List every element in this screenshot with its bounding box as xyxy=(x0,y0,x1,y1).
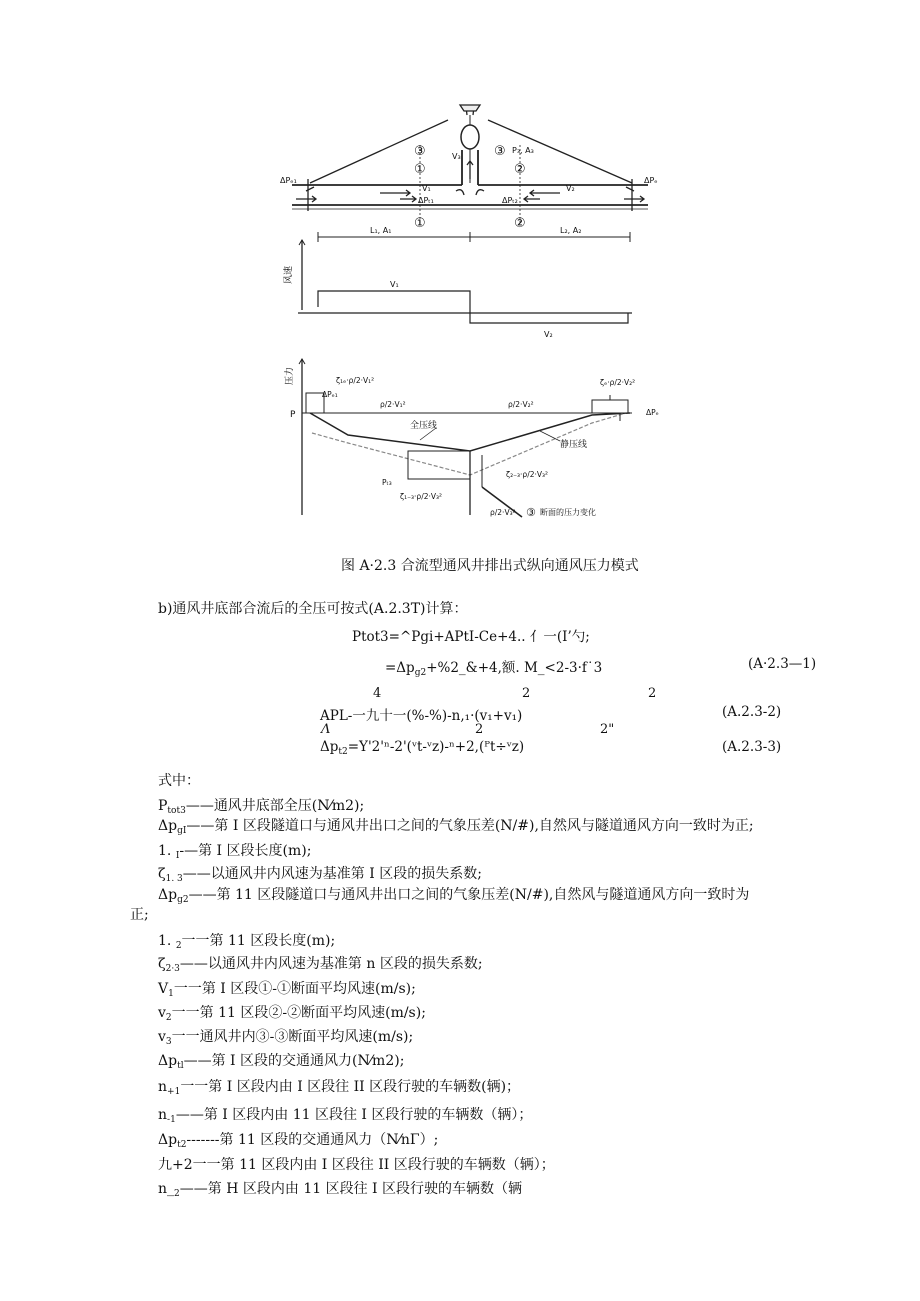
label-p-t3: Pₜ₃ xyxy=(382,478,392,487)
equation-2-number: (A.2.3-2) xyxy=(722,704,782,720)
label-l1a1: L₁, A₁ xyxy=(370,226,392,235)
equation-1-line-2 xyxy=(385,656,602,678)
def-row xyxy=(158,1154,555,1175)
def-symbol: 1. xyxy=(158,843,176,859)
label-p: P xyxy=(290,410,296,420)
def-text: ——第 I 区段隧道口与通风井出口之间的气象压差(N/#),自然风与隧道通风方向一致时为正; xyxy=(186,818,754,834)
velocity-v1: V₁ xyxy=(390,280,399,289)
ventilation-pressure-figure xyxy=(270,95,670,535)
speed-axis-label: 风速 xyxy=(284,265,294,284)
def-symbol: n_ xyxy=(158,1181,175,1197)
def-row xyxy=(158,1002,426,1023)
section-3: ③ xyxy=(494,144,506,159)
def-row xyxy=(158,815,754,836)
def-row xyxy=(158,1178,522,1199)
def-row xyxy=(158,795,364,816)
def-subscript: g2 xyxy=(177,895,189,905)
def-symbol: 1. xyxy=(158,933,176,949)
equation-1-number: (A·2.3—1) xyxy=(748,656,817,672)
label-dpt2: ΔPₜ₂ xyxy=(502,196,518,205)
eq2-top-1: 4 xyxy=(373,686,382,701)
label-dp-d1-pressure: ΔPₑ₁ xyxy=(322,390,338,399)
label-zeta-left: ζ₁ₑ·ρ/2·V₁² xyxy=(336,376,375,385)
eq3-top-2: 2 xyxy=(475,722,484,737)
def-text: 一一第 11 区段②-②断面平均风速(m/s); xyxy=(171,1005,426,1021)
equation-3 xyxy=(320,739,524,757)
def-text: ——以通风井内风速为基准第 n 区段的损失系数; xyxy=(179,956,483,972)
def-row xyxy=(158,884,749,905)
length-dimension xyxy=(318,232,630,242)
def-row xyxy=(158,1050,404,1071)
def-text: -------第 11 区段的交通通风力（N⁄nΓ）; xyxy=(186,1132,439,1148)
label-section-change: 断面的压力变化 xyxy=(540,508,596,517)
def-subscript: 1 xyxy=(168,989,174,999)
def-text: ——第 H 区段内由 11 区段往 I 区段行驶的车辆数（辆 xyxy=(179,1181,523,1197)
label-zeta-23: ζ₂₋₃·ρ/2·V₃² xyxy=(506,470,549,479)
def-subscript: -1 xyxy=(167,1115,176,1125)
eq1-l2-sub: g2 xyxy=(414,668,427,678)
eq3-top-3: 2" xyxy=(600,722,615,737)
def-text: ——第 I 区段的交通通风力(N⁄m2); xyxy=(183,1053,405,1069)
def-symbol: n xyxy=(158,1079,168,1095)
section-2-top: ② xyxy=(514,162,526,177)
eq3-pre: Δp xyxy=(320,739,339,755)
def-row xyxy=(158,840,311,861)
def-row-continued xyxy=(130,904,149,924)
eq3-sub: t2 xyxy=(338,747,348,757)
def-symbol: V xyxy=(158,981,169,997)
label-zeta-13: ζ₁₋₃·ρ/2·V₃² xyxy=(400,492,443,501)
eq2-top-2: 2 xyxy=(522,686,531,701)
eq2-top-3: 2 xyxy=(648,686,657,701)
pressure-labels xyxy=(283,367,659,519)
label-static-pressure: 静压线 xyxy=(560,440,588,450)
label-full-pressure: 全压线 xyxy=(410,421,438,431)
def-subscript: 2 xyxy=(175,941,182,951)
label-dpt1: ΔPₜ₁ xyxy=(418,196,434,205)
def-subscript: gI xyxy=(177,826,187,836)
def-symbol: v xyxy=(158,1005,166,1021)
def-subscript: 2·3 xyxy=(165,964,180,974)
label-l2a2: L₂, A₂ xyxy=(560,226,582,235)
velocity-diagram xyxy=(298,240,632,323)
def-subscript: t2 xyxy=(177,1140,187,1150)
label-rho-v3: ρ/2·V₃² xyxy=(490,508,516,517)
def-text: -—第 I 区段长度(m); xyxy=(179,843,312,859)
section-2-bottom: ② xyxy=(514,216,526,231)
pressure-axis-label: 压力 xyxy=(285,366,295,385)
velocity-v2: V₂ xyxy=(544,330,553,339)
eq3-body: =Y'2'ⁿ-2'(ᵛt-ᵛz)-ⁿ+2,(ᴾt÷ᵛz) xyxy=(347,739,525,755)
section-1-bottom: ① xyxy=(414,216,426,231)
def-symbol: ζ xyxy=(158,956,166,972)
def-subscript: +1 xyxy=(167,1087,181,1097)
def-symbol: Δp xyxy=(158,1053,178,1069)
def-text: ——通风井底部全压(N⁄m2); xyxy=(185,798,365,814)
label-rho-v1: ρ/2·V₁² xyxy=(380,400,406,409)
def-row xyxy=(158,863,482,884)
figure-caption: 图 A·2.3 合流型通风井排出式纵向通风压力模式 xyxy=(341,558,639,574)
def-symbol: 九+2 xyxy=(158,1157,193,1173)
def-text: ——第 I 区段内由 11 区段往 I 区段行驶的车辆数（辆）； xyxy=(175,1107,533,1123)
schematic-labels xyxy=(280,144,658,235)
def-row xyxy=(158,1076,520,1097)
label-v1: V₁ xyxy=(422,184,431,193)
def-row xyxy=(158,978,416,999)
def-row xyxy=(158,1104,532,1125)
label-dp-d: ΔPₑ xyxy=(644,176,658,185)
def-subscript: 3 xyxy=(165,1037,172,1047)
def-symbol: n xyxy=(158,1107,168,1123)
def-text: 一一通风井内③-③断面平均风速(m/s); xyxy=(171,1029,414,1045)
label-p3a3: P₃, A₃ xyxy=(512,146,534,155)
def-text: ——第 11 区段隧道口与通风井出口之间的气象压差(N/#),自然风与隧道通风方向一致时为 xyxy=(188,887,750,903)
def-symbol: ζ xyxy=(158,866,166,882)
def-text: 一一第 I 区段内由 I 区段往 II 区段行驶的车辆数(辆)； xyxy=(180,1079,521,1095)
def-subscript: 2 xyxy=(165,1013,172,1023)
intro-text: b)通风井底部合流后的全压可按式(A.2.3T)计算： xyxy=(158,601,468,617)
def-symbol: P xyxy=(158,798,168,814)
def-subscript: I xyxy=(175,851,180,861)
label-rho-v2: ρ/2·V₂² xyxy=(508,400,534,409)
def-text: 一一第 11 区段内由 I 区段往 II 区段行驶的车辆数（辆）； xyxy=(192,1157,555,1173)
def-text: 一一第 11 区段长度(m); xyxy=(181,933,336,949)
def-subscript: 1. 3 xyxy=(165,874,183,884)
def-text: ——以通风井内风速为基准第 I 区段的损失系数; xyxy=(182,866,482,882)
equation-3-number: (A.2.3-3) xyxy=(722,739,782,755)
eq3-top-1: Λ xyxy=(321,722,331,737)
def-row xyxy=(158,953,483,974)
label-dp-d1: ΔPₑ₁ xyxy=(280,176,297,185)
def-row xyxy=(158,1026,413,1047)
section-1-top: ① xyxy=(414,162,426,177)
def-subscript: tl xyxy=(177,1061,184,1071)
def-symbol: Δp xyxy=(158,1132,178,1148)
def-text: 一一第 I 区段①-①断面平均风速(m/s); xyxy=(173,981,416,997)
eq1-l2-post: +%2_&+4,额. M_<2-3·f˙3 xyxy=(426,660,603,676)
def-subscript: 2 xyxy=(174,1189,180,1199)
label-v3: V₃ xyxy=(452,152,461,161)
tunnel-schematic xyxy=(292,105,648,225)
def-symbol: Δp xyxy=(158,818,178,834)
equation-1-line-1: Ptot3=^Pgi+APtI-Ce+4.. 亻一(I’勺; xyxy=(352,629,590,645)
section-3-left: ③ xyxy=(414,144,426,159)
eq1-l2-pre: =Δp xyxy=(385,660,415,676)
velocity-labels xyxy=(282,266,553,339)
def-symbol: Δp xyxy=(158,887,178,903)
label-zeta-right: ζₑ·ρ/2·V₂² xyxy=(600,378,636,387)
def-row xyxy=(158,1129,438,1150)
def-symbol: v xyxy=(158,1029,166,1045)
label-circle3-change: ③ xyxy=(526,506,536,519)
equation-2: APL-一九十一(%-%)-n,₁·(v₁+v₁) xyxy=(320,708,523,724)
def-row xyxy=(158,930,335,951)
def-subscript: tot3 xyxy=(167,806,186,816)
where-label: 式中： xyxy=(158,773,200,789)
def-text: 正; xyxy=(130,907,149,923)
label-dp-d-pressure: ΔPₑ xyxy=(646,408,659,417)
label-v2: V₂ xyxy=(566,184,575,193)
